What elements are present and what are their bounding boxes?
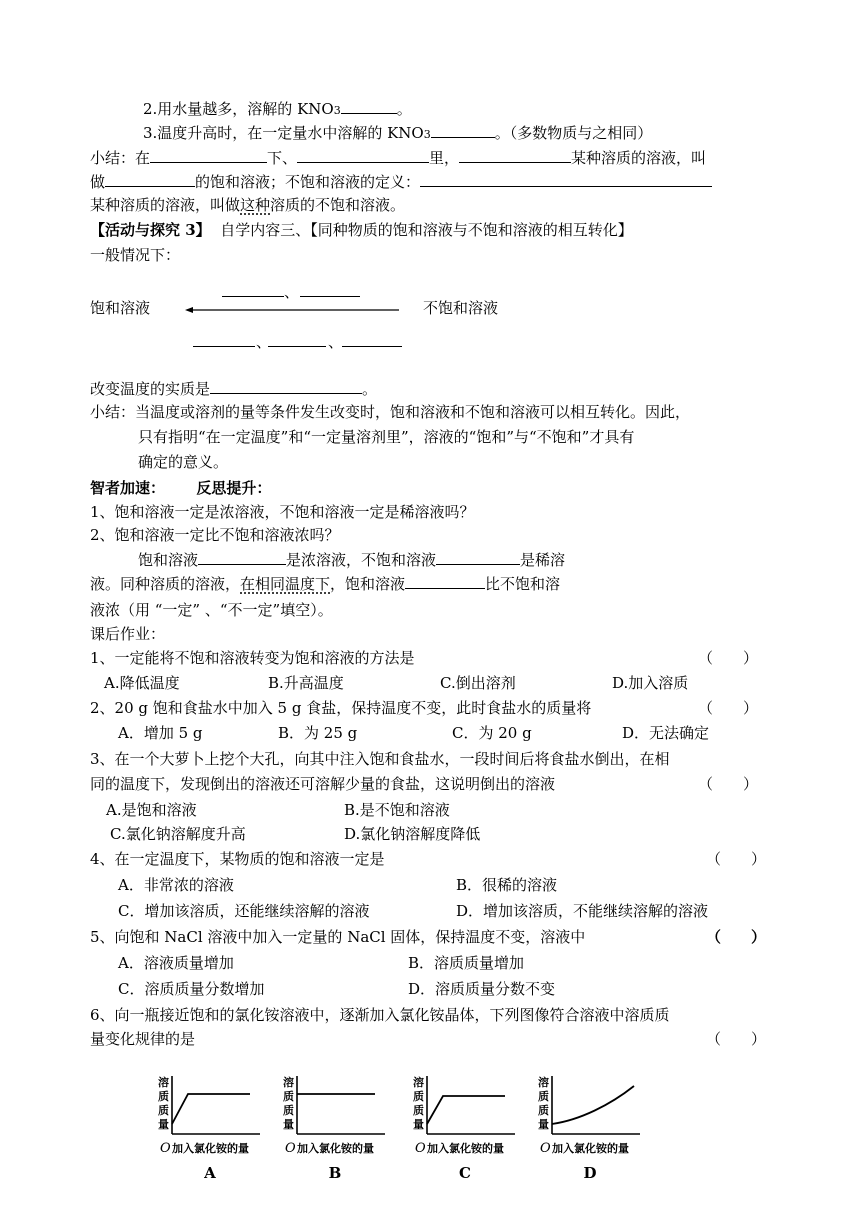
curve-line <box>552 1086 634 1124</box>
hw-question-2: 2、20 g 饱和食盐水中加入 5 g 食盐，保持温度不变，此时食盐水的质量将 <box>90 699 592 717</box>
summary-1: 小结：在 下、 里， 某种溶质的溶液，叫 <box>90 149 707 167</box>
option: C．增加该溶质，还能继续溶解的溶液 <box>118 902 370 920</box>
arrow-left-icon <box>185 306 401 314</box>
answer-paren[interactable]: （ ） <box>698 649 759 667</box>
hw-question-6-cont: 量变化规律的是 <box>90 1030 196 1048</box>
y-label-char: 溶 <box>538 1076 549 1089</box>
graph-c <box>413 1075 515 1182</box>
question-2: 2、饱和溶液一定比不饱和溶液浓吗？ <box>90 526 340 544</box>
option: A．溶液质量增加 <box>118 954 234 972</box>
option: B．溶质质量增加 <box>408 954 525 972</box>
answer-paren[interactable]: （ ） <box>698 775 759 793</box>
blank[interactable] <box>268 346 326 347</box>
y-label-char: 量 <box>413 1118 424 1131</box>
hw-question-4: 4、在一定温度下，某物质的饱和溶液一定是 <box>90 850 385 868</box>
summary-2: 做 的饱和溶液；不饱和溶液的定义： <box>90 171 712 192</box>
saturated-label: 饱和溶液 <box>90 299 151 317</box>
fill-3: 液浓（用 “一定” 、“不一定”填空）。 <box>90 601 333 619</box>
answer-paren[interactable]: （ ） <box>706 850 767 868</box>
y-label-char: 量 <box>158 1118 169 1131</box>
line-2: 3.温度升高时，在一定量水中溶解的 KNO3 。（多数物质与之相同） <box>143 124 653 142</box>
unsaturated-label: 不饱和溶液 <box>423 299 499 317</box>
blank[interactable] <box>297 147 429 163</box>
answer-paren[interactable]: （ ） <box>698 699 759 717</box>
summary-3: 某种溶质的溶液，叫做这种溶质的不饱和溶液。 <box>90 196 406 214</box>
graph-option-label[interactable]: A <box>204 1164 216 1182</box>
line-1: 2.用水量越多，溶解的 KNO3 。 <box>143 100 412 118</box>
y-label-char: 质 <box>538 1090 549 1103</box>
y-label-char: 溶 <box>413 1076 424 1089</box>
activity-3: 【活动与探究 3】 自学内容三、【同种物质的饱和溶液与不饱和溶液的相互转化】 <box>90 221 633 239</box>
origin-label: O <box>415 1141 426 1156</box>
option: A．非常浓的溶液 <box>118 876 234 894</box>
option: B．为 25 g <box>278 724 358 742</box>
blank[interactable] <box>222 296 284 297</box>
option: D．溶质质量分数不变 <box>408 980 556 998</box>
blank[interactable] <box>459 147 571 163</box>
fill-2: 液。同种溶质的溶液，在相同温度下，饱和溶液 比不饱和溶 <box>90 575 561 593</box>
separator: 、 <box>256 333 272 351</box>
temperature-essence: 改变温度的实质是 。 <box>90 380 378 398</box>
graph-option-label[interactable]: D <box>583 1164 597 1182</box>
blank[interactable] <box>342 346 402 347</box>
blank[interactable] <box>150 147 267 163</box>
option: B．很稀的溶液 <box>456 876 558 894</box>
separator: 、 <box>284 283 300 301</box>
option: D.加入溶质 <box>612 674 689 692</box>
graph-option-label[interactable]: B <box>328 1164 342 1182</box>
option: B.升高温度 <box>268 674 344 692</box>
blank[interactable] <box>405 573 485 589</box>
origin-label: O <box>285 1141 296 1156</box>
summary-4: 小结：当温度或溶剂的量等条件发生改变时，饱和溶液和不饱和溶液可以相互转化。因此， <box>90 403 691 421</box>
general-case: 一般情况下： <box>90 246 181 264</box>
option: A.降低温度 <box>104 674 180 692</box>
option: D．增加该溶质，不能继续溶解的溶液 <box>456 902 709 920</box>
hw-question-5: 5、向饱和 NaCl 溶液中加入一定量的 NaCl 固体，保持温度不变，溶液中 <box>90 928 586 946</box>
option: D．无法确定 <box>622 724 710 742</box>
origin-label: O <box>160 1141 171 1156</box>
y-label-char: 质 <box>538 1104 549 1117</box>
y-label-char: 溶 <box>158 1076 169 1089</box>
x-axis-label: 加入氯化铵的量 <box>297 1142 374 1155</box>
y-label-char: 质 <box>413 1104 424 1117</box>
graph-options <box>150 1060 670 1185</box>
answer-paren[interactable]: （ ） <box>706 928 767 946</box>
blank[interactable] <box>341 98 397 114</box>
x-axis-label: 加入氯化铵的量 <box>552 1142 629 1155</box>
x-axis-label: 加入氯化铵的量 <box>172 1142 249 1155</box>
question-1: 1、饱和溶液一定是浓溶液，不饱和溶液一定是稀溶液吗？ <box>90 503 475 521</box>
blank[interactable] <box>210 378 362 394</box>
y-label-char: 质 <box>158 1090 169 1103</box>
summary-5: 只有指明“在一定温度”和“一定量溶剂里”，溶液的“饱和”与“不饱和”才具有 <box>138 428 635 446</box>
blank[interactable] <box>431 122 495 138</box>
blank[interactable] <box>420 171 712 187</box>
option: A．增加 5 g <box>118 724 203 742</box>
y-label-char: 质 <box>158 1104 169 1117</box>
y-label-char: 质 <box>283 1090 294 1103</box>
hw-question-3-cont: 同的温度下，发现倒出的溶液还可溶解少量的食盐，这说明倒出的溶液 <box>90 775 556 793</box>
origin-label: O <box>540 1141 551 1156</box>
blank[interactable] <box>105 171 195 187</box>
curve-line <box>427 1096 505 1124</box>
option: B.是不饱和溶液 <box>344 801 450 819</box>
y-label-char: 量 <box>538 1118 549 1131</box>
graph-option-label[interactable]: C <box>459 1164 471 1182</box>
hw-question-3: 3、在一个大萝卜上挖个大孔，向其中注入饱和食盐水，一段时间后将食盐水倒出，在相 <box>90 750 670 768</box>
option: C．溶质质量分数增加 <box>118 980 265 998</box>
graph-a <box>158 1075 260 1182</box>
summary-6: 确定的意义。 <box>138 453 229 471</box>
y-label-char: 质 <box>283 1104 294 1117</box>
blank[interactable] <box>300 296 360 297</box>
blank[interactable] <box>198 549 286 565</box>
graph-b <box>283 1075 385 1182</box>
separator: 、 <box>328 333 344 351</box>
wise-heading: 智者加速： 反思提升： <box>90 479 272 497</box>
curve-line <box>172 1094 250 1124</box>
graph-d <box>538 1075 640 1182</box>
option: C.倒出溶剂 <box>440 674 516 692</box>
option: D.氯化钠溶解度降低 <box>344 825 481 843</box>
hw-question-6: 6、向一瓶接近饱和的氯化铵溶液中，逐渐加入氯化铵晶体，下列图像符合溶液中溶质质 <box>90 1006 670 1024</box>
homework-heading: 课后作业： <box>90 625 166 643</box>
option: C.氯化钠溶解度升高 <box>110 825 246 843</box>
x-axis-label: 加入氯化铵的量 <box>427 1142 504 1155</box>
y-label-char: 溶 <box>283 1076 294 1089</box>
option: C．为 20 g <box>452 724 532 742</box>
y-label-char: 量 <box>283 1118 294 1131</box>
hw-question-1: 1、一定能将不饱和溶液转变为饱和溶液的方法是 <box>90 649 415 667</box>
blank[interactable] <box>193 346 255 347</box>
fill-1: 饱和溶液 是浓溶液，不饱和溶液 是稀溶 <box>138 551 566 569</box>
option: A.是饱和溶液 <box>106 801 197 819</box>
answer-paren[interactable]: （ ） <box>706 1030 767 1048</box>
blank[interactable] <box>436 549 520 565</box>
y-label-char: 质 <box>413 1090 424 1103</box>
